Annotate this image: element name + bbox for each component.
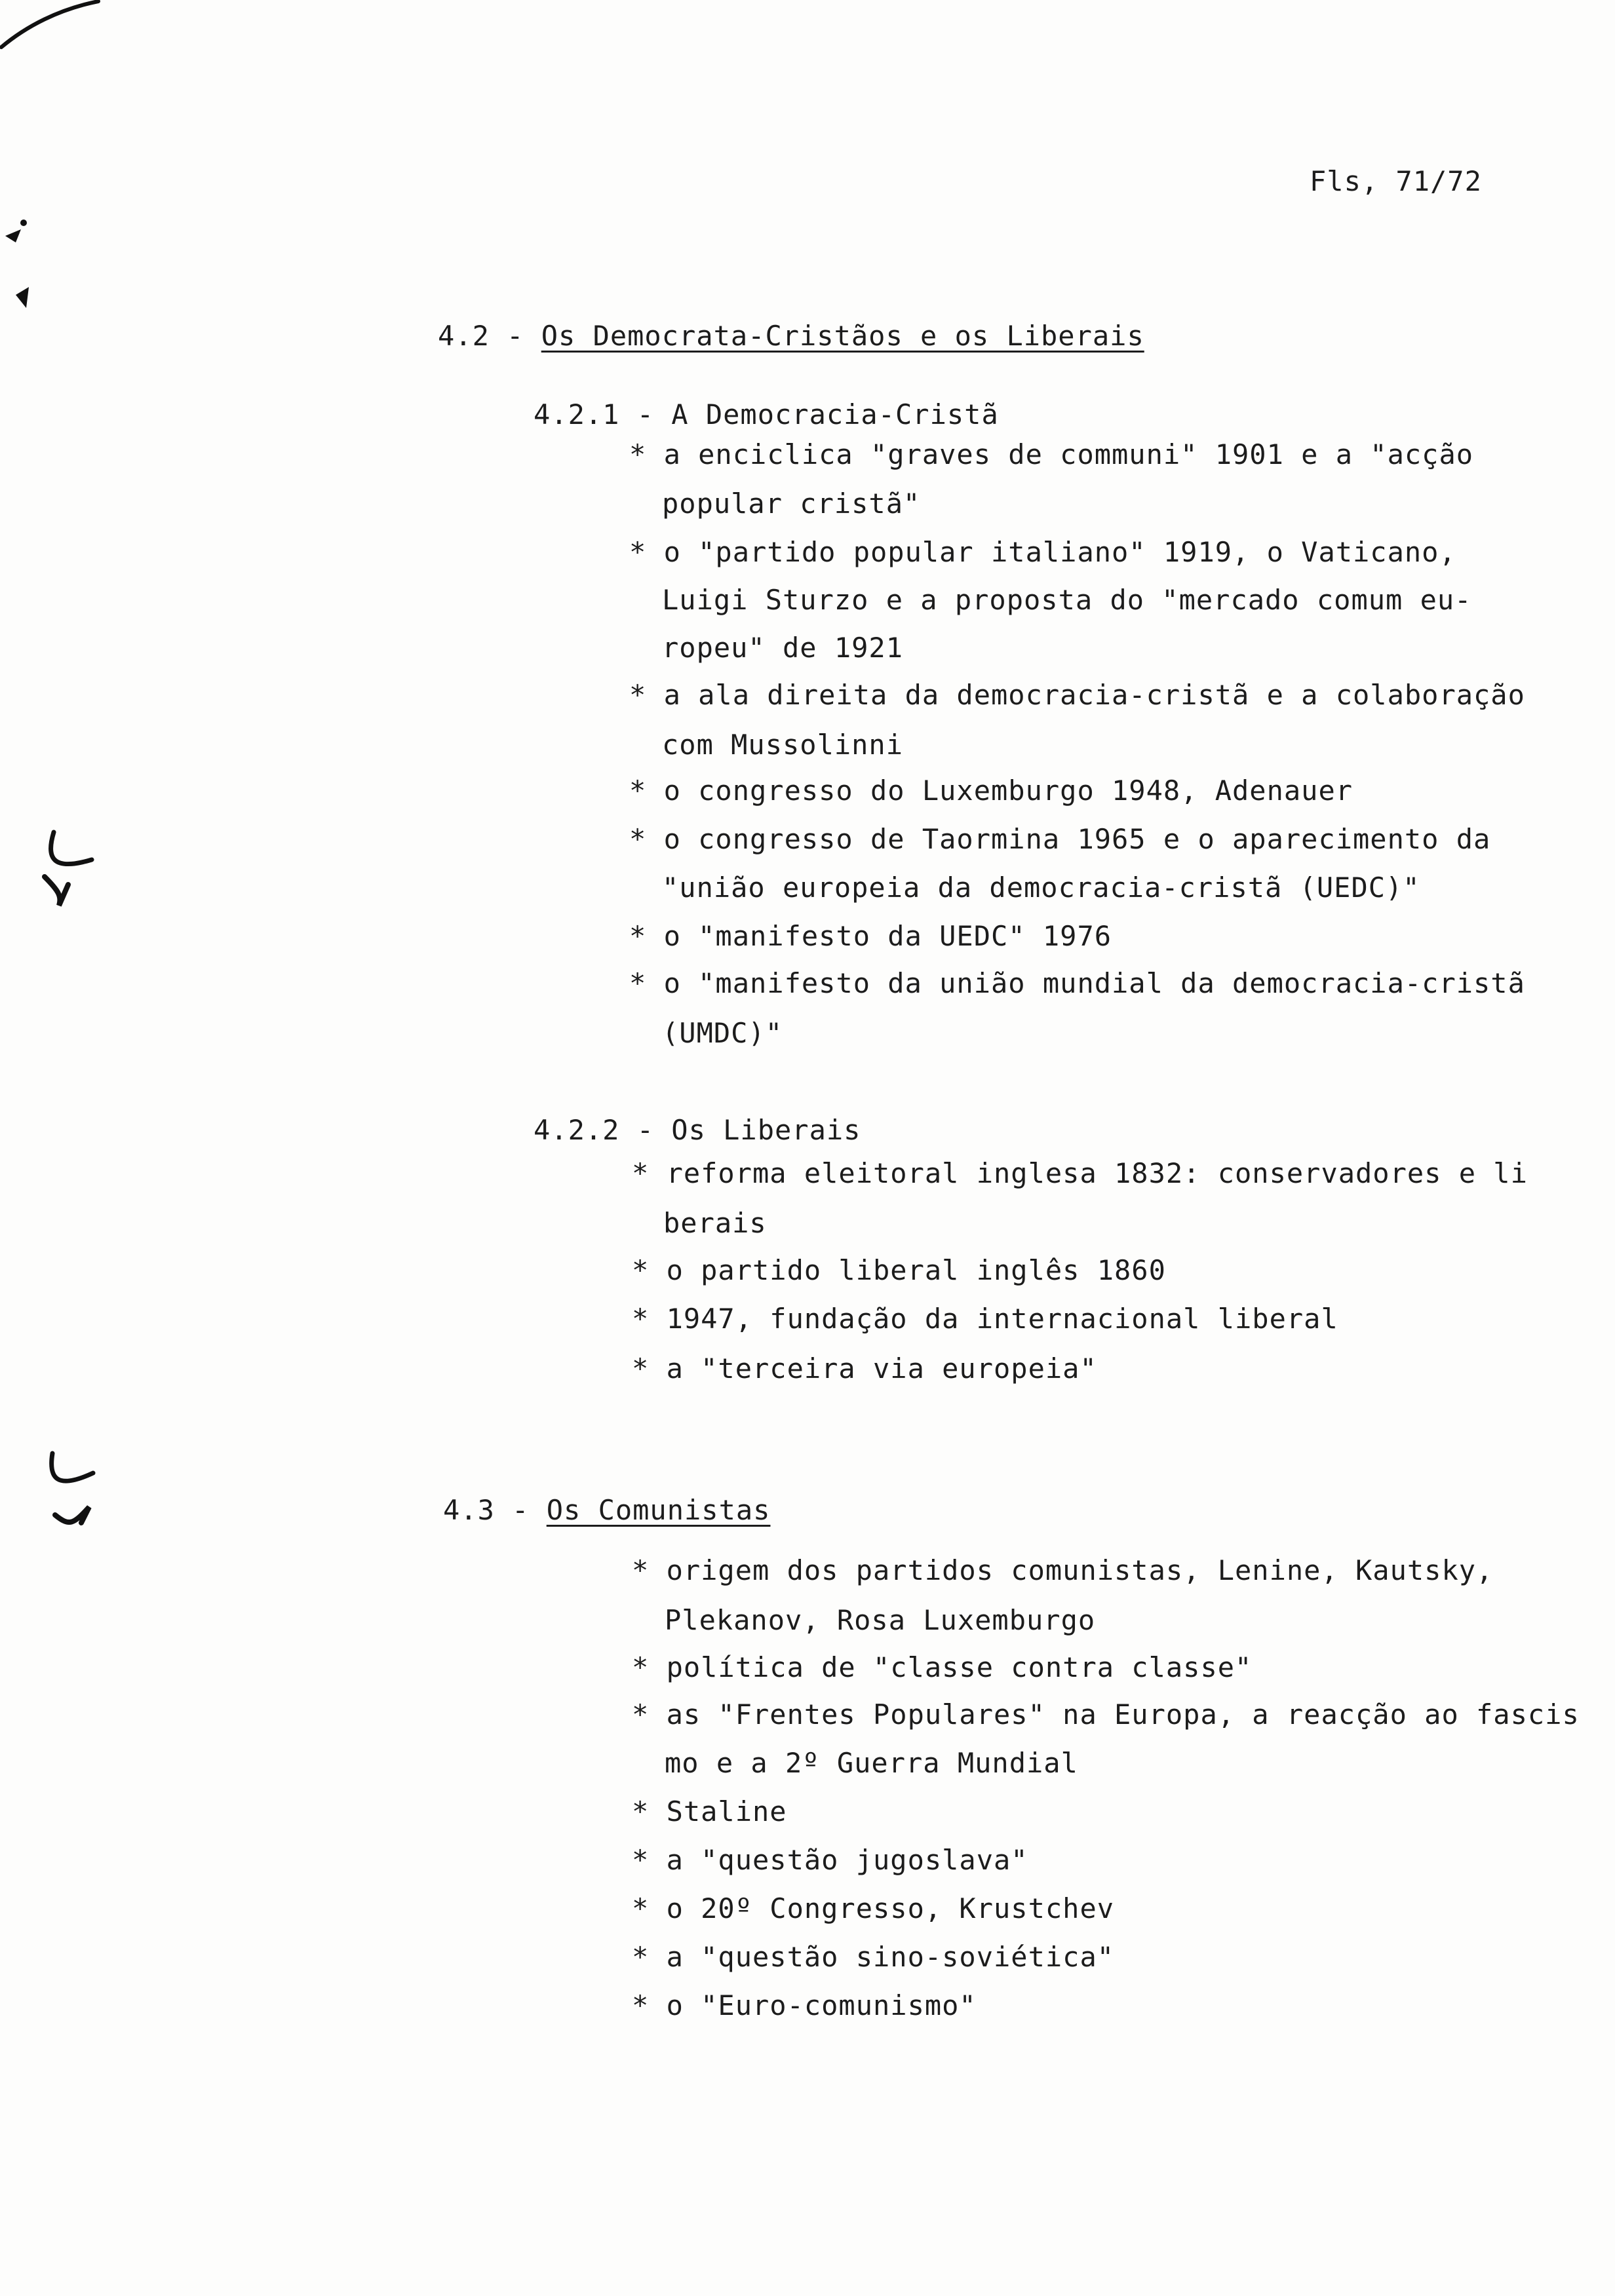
bullet-continuation: com Mussolinni xyxy=(662,729,904,761)
section-number: 4.2 - xyxy=(438,320,541,352)
bullet-line: * origem dos partidos comunistas, Lenine, Kautsky, xyxy=(632,1554,1494,1586)
subsection-heading-4-2-2: 4.2.2 - Os Liberais xyxy=(534,1114,861,1146)
bullet-line: * a enciclica "graves de communi" 1901 e a "acção xyxy=(629,438,1474,470)
folio-number: Fls, 71/72 xyxy=(1310,165,1482,197)
bullet-line: * o 20º Congresso, Krustchev xyxy=(632,1892,1115,1924)
bullet-line: * 1947, fundação da internacional liberal xyxy=(632,1303,1338,1335)
margin-check-mark-1 xyxy=(39,819,111,917)
bullet-line: * o partido liberal inglês 1860 xyxy=(632,1254,1166,1286)
bullet-continuation: Luigi Sturzo e a proposta do "mercado comum eu- xyxy=(662,584,1472,616)
section-heading-4-3 xyxy=(443,1494,771,1526)
bullet-line: * o "manifesto da união mundial da democracia-cristã xyxy=(629,967,1525,999)
bullet-continuation: Plekanov, Rosa Luxemburgo xyxy=(665,1604,1096,1636)
bullet-line: * reforma eleitoral inglesa 1832: conservadores e li xyxy=(632,1157,1528,1189)
bullet-line: * o "manifesto da UEDC" 1976 xyxy=(629,920,1112,952)
bullet-continuation: mo e a 2º Guerra Mundial xyxy=(665,1747,1078,1779)
section-number: 4.3 - xyxy=(443,1494,547,1526)
bullet-continuation: popular cristã" xyxy=(662,488,921,520)
bullet-line: * o "partido popular italiano" 1919, o Vaticano, xyxy=(629,536,1456,568)
bullet-line: * política de "classe contra classe" xyxy=(632,1651,1253,1683)
subsection-heading-4-2-1: 4.2.1 - A Democracia-Cristã xyxy=(534,398,999,430)
bullet-continuation: (UMDC)" xyxy=(662,1017,783,1049)
bullet-continuation: ropeu" de 1921 xyxy=(662,632,904,664)
bullet-continuation: "união europeia da democracia-cristã (UEDC)" xyxy=(662,871,1420,904)
bullet-continuation: berais xyxy=(663,1207,767,1239)
bullet-line: * as "Frentes Populares" na Europa, a reacção ao fascis xyxy=(632,1698,1580,1731)
bullet-line: * a "terceira via europeia" xyxy=(632,1352,1097,1385)
margin-ink-dots xyxy=(0,210,46,328)
bullet-line: * o congresso de Taormina 1965 e o aparecimento da xyxy=(629,823,1491,855)
corner-pen-stroke xyxy=(0,0,105,59)
margin-check-mark-2 xyxy=(43,1442,115,1540)
bullet-line: * o congresso do Luxemburgo 1948, Adenauer xyxy=(629,775,1353,807)
bullet-line: * Staline xyxy=(632,1795,787,1827)
bullet-line: * a ala direita da democracia-cristã e a colaboração xyxy=(629,679,1525,711)
section-heading-4-2 xyxy=(438,322,1144,350)
bullet-line: * o "Euro-comunismo" xyxy=(632,1989,977,2021)
section-title: Os Democrata-Cristãos e os Liberais xyxy=(541,320,1144,352)
section-title: Os Comunistas xyxy=(546,1494,771,1526)
bullet-line: * a "questão sino-soviética" xyxy=(632,1941,1115,1973)
bullet-line: * a "questão jugoslava" xyxy=(632,1844,1028,1876)
